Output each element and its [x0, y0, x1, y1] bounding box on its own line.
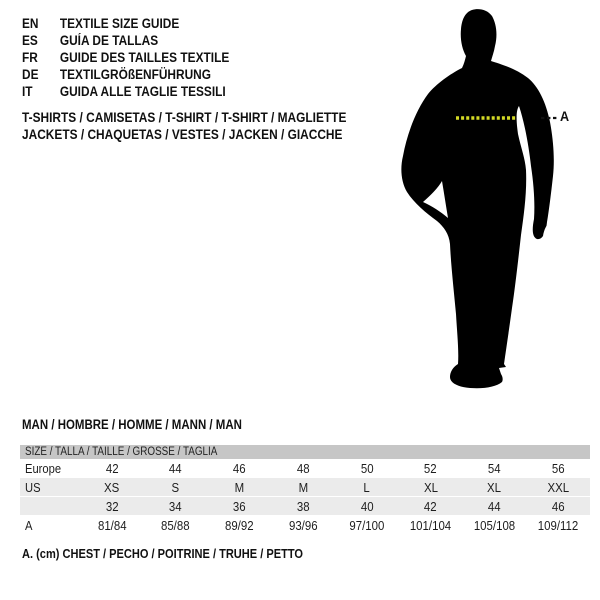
size-cell: M: [298, 479, 308, 495]
size-cell: 44: [488, 498, 501, 514]
table-row-us-numeric: [20, 497, 590, 516]
language-code: DE: [22, 66, 39, 82]
size-cell: 109/112: [537, 517, 579, 533]
size-cell: 81/84: [97, 517, 127, 533]
size-cell: XL: [423, 479, 438, 495]
size-table: [20, 445, 590, 535]
size-cell: 101/104: [409, 517, 452, 533]
row-label: A: [25, 517, 33, 533]
row-label: Europe: [25, 460, 62, 476]
size-cell: XS: [104, 479, 120, 495]
language-code: EN: [22, 16, 39, 31]
size-cell: 85/88: [161, 517, 190, 533]
category-line-jackets: JACKETS / CHAQUETAS / VESTES / JACKEN / GIACCHE: [22, 126, 343, 143]
row-label: US: [25, 479, 41, 495]
size-cell: 54: [488, 460, 501, 476]
language-row: [22, 33, 229, 50]
size-cell: XXL: [547, 479, 569, 495]
language-row: [22, 16, 229, 33]
man-silhouette: [398, 6, 560, 392]
table-row-europe: [20, 459, 590, 478]
language-row: [22, 67, 229, 84]
language-title: GUÍA DE TALLAS: [59, 32, 159, 48]
language-code: FR: [22, 49, 38, 65]
table-section-title: MAN / HOMBRE / HOMME / MANN / MAN: [22, 417, 242, 432]
language-title: GUIDA ALLE TAGLIE TESSILI: [59, 83, 226, 99]
size-cell: 42: [105, 460, 119, 476]
size-table-header-text: SIZE / TALLA / TAILLE / GRÖSSE / TAGLIA: [25, 446, 218, 458]
size-cell: 42: [424, 498, 437, 514]
size-cell: XL: [487, 479, 502, 495]
language-code: ES: [22, 32, 38, 48]
size-cell: 46: [233, 460, 246, 476]
size-cell: 44: [169, 460, 182, 476]
size-cell: 97/100: [349, 517, 385, 533]
category-line-tshirts: T-SHIRTS / CAMISETAS / T-SHIRT / T-SHIRT / MAGLIETTE: [22, 109, 347, 125]
language-title: GUIDE DES TAILLES TEXTILE: [59, 49, 230, 65]
size-cell: 56: [551, 460, 565, 476]
size-cell: 50: [360, 460, 374, 476]
size-cell: 89/92: [225, 517, 254, 533]
size-cell: 52: [424, 460, 437, 476]
body-path: [401, 9, 553, 388]
language-row: [22, 50, 229, 67]
size-cell: 93/96: [288, 517, 318, 533]
size-cell: 105/108: [473, 517, 516, 533]
language-title-list: [22, 16, 258, 100]
size-cell: 48: [296, 460, 310, 476]
size-cell: 38: [296, 498, 310, 514]
language-code: IT: [22, 83, 33, 99]
table-row-us: [20, 478, 590, 497]
size-cell: 34: [169, 498, 182, 514]
size-cell: 40: [360, 498, 374, 514]
category-heading: [22, 109, 404, 144]
language-title: TEXTILE SIZE GUIDE: [59, 16, 180, 31]
table-row-chest: [20, 516, 590, 535]
size-cell: M: [234, 479, 245, 495]
language-row: [22, 84, 229, 101]
size-cell: 46: [551, 498, 565, 514]
measurement-footnote: A. (cm) CHEST / PECHO / POITRINE / TRUHE / PETTO: [22, 546, 303, 561]
size-cell: S: [171, 479, 180, 495]
size-cell: 32: [105, 498, 119, 514]
language-title: TEXTILGRÖßENFÜHRUNG: [59, 66, 211, 82]
size-table-header: [20, 445, 590, 459]
size-cell: L: [363, 479, 371, 495]
measure-label-a: A: [560, 108, 570, 124]
size-cell: 36: [233, 498, 246, 514]
